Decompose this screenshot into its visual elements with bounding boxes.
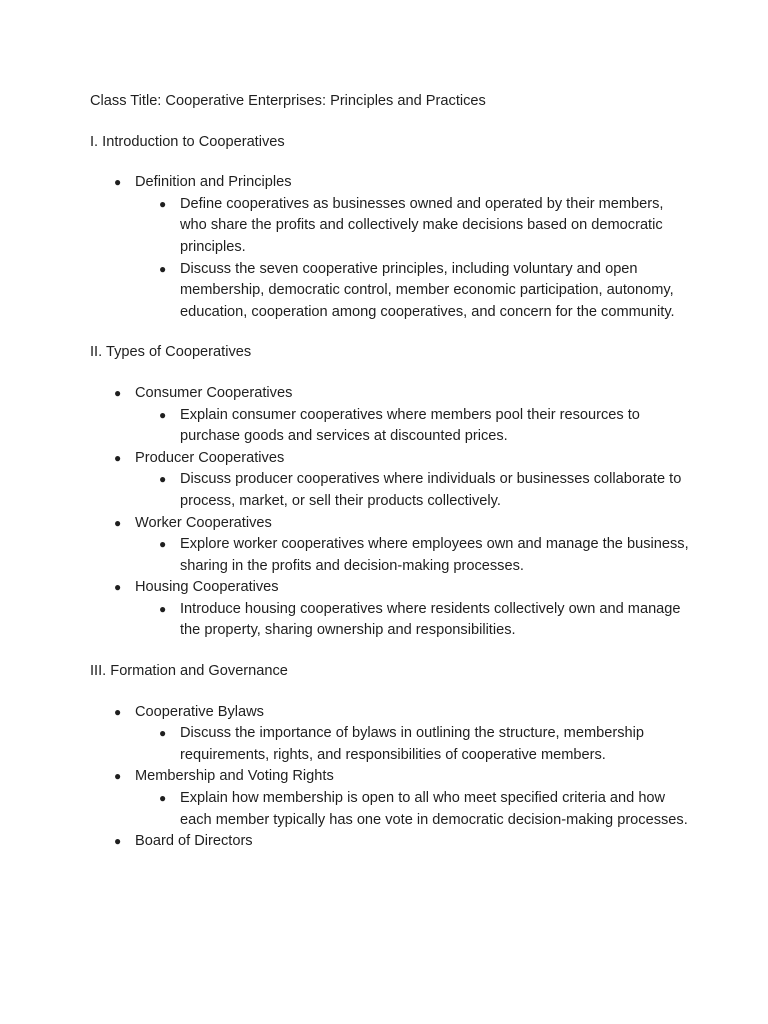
sub-list	[135, 788, 690, 831]
sub-list	[135, 194, 690, 324]
sub-list-item-text: Discuss the seven cooperative principles, including voluntary and open membership, democratic control, member economic participation, autonomy, education, cooperation among cooperatives, and concern for the community.	[180, 260, 675, 320]
bullet-icon: ●	[114, 834, 122, 849]
list-item	[90, 702, 690, 767]
bullet-icon: ●	[159, 726, 167, 741]
list-item	[90, 831, 690, 853]
section-heading: III. Formation and Governance	[90, 663, 288, 680]
list-item	[90, 766, 690, 831]
section-list	[90, 172, 690, 323]
bullet-icon: ●	[114, 580, 122, 595]
sub-list-item	[90, 534, 690, 577]
list-item-label: Consumer Cooperatives	[135, 384, 293, 401]
sub-list-item	[90, 259, 690, 324]
sub-list-item	[90, 599, 690, 642]
section-heading: II. Types of Cooperatives	[90, 344, 252, 361]
bullet-icon: ●	[114, 704, 122, 719]
sub-list	[135, 723, 690, 766]
sub-list-item-text: Discuss producer cooperatives where individuals or businesses collaborate to process, market, or sell their products collectively.	[180, 471, 682, 509]
document-body	[90, 91, 690, 872]
sub-list	[135, 405, 690, 448]
section-heading: I. Introduction to Cooperatives	[90, 133, 285, 150]
sub-list-item	[90, 405, 690, 448]
list-item-label: Definition and Principles	[135, 174, 292, 191]
sub-list-item-text: Explain consumer cooperatives where members pool their resources to purchase goods and services at discounted prices.	[180, 406, 640, 445]
sub-list	[135, 599, 690, 642]
sub-list-item	[90, 469, 690, 512]
list-item-label: Membership and Voting Rights	[135, 768, 334, 785]
document-title: Class Title: Cooperative Enterprises: Principles and Practices	[90, 93, 486, 109]
sub-list-item	[90, 788, 690, 831]
sub-list	[135, 469, 690, 512]
list-item-label: Housing Cooperatives	[135, 579, 279, 596]
sub-list-item-text: Introduce housing cooperatives where residents collectively own and manage the property, sharing ownership and responsibilities.	[180, 600, 681, 639]
list-item	[90, 577, 690, 642]
sub-list	[135, 534, 690, 577]
bullet-icon: ●	[159, 261, 167, 276]
bullet-icon: ●	[159, 196, 167, 211]
section-list	[90, 702, 690, 853]
bullet-icon: ●	[114, 175, 122, 190]
bullet-icon: ●	[114, 385, 122, 400]
sub-list-item	[90, 194, 690, 259]
list-item	[90, 513, 690, 578]
bullet-icon: ●	[159, 601, 167, 616]
list-item	[90, 172, 690, 323]
list-item	[90, 383, 690, 448]
sub-list-item-text: Explain how membership is open to all who meet specified criteria and how each member typically has one vote in democratic decision-making processes.	[180, 790, 688, 828]
list-item	[90, 448, 690, 513]
section-list	[90, 383, 690, 642]
list-item-label: Worker Cooperatives	[135, 514, 272, 531]
bullet-icon: ●	[114, 450, 122, 465]
bullet-icon: ●	[114, 515, 122, 530]
bullet-icon: ●	[159, 472, 167, 487]
bullet-icon: ●	[114, 769, 122, 784]
list-item-label: Producer Cooperatives	[135, 449, 285, 466]
bullet-icon: ●	[159, 537, 167, 552]
sub-list-item-text: Explore worker cooperatives where employees own and manage the business, sharing in the profits and decision-making processes.	[180, 536, 689, 574]
sub-list-item-text: Define cooperatives as businesses owned and operated by their members, who share the profits and collectively make decisions based on democratic principles.	[180, 195, 664, 255]
list-item-label: Board of Directors	[135, 833, 253, 850]
sub-list-item-text: Discuss the importance of bylaws in outlining the structure, membership requirements, rights, and responsibilities of cooperative members.	[180, 725, 644, 763]
list-item-label: Cooperative Bylaws	[135, 703, 264, 720]
bullet-icon: ●	[159, 407, 167, 422]
sub-list-item	[90, 723, 690, 766]
bullet-icon: ●	[159, 791, 167, 806]
